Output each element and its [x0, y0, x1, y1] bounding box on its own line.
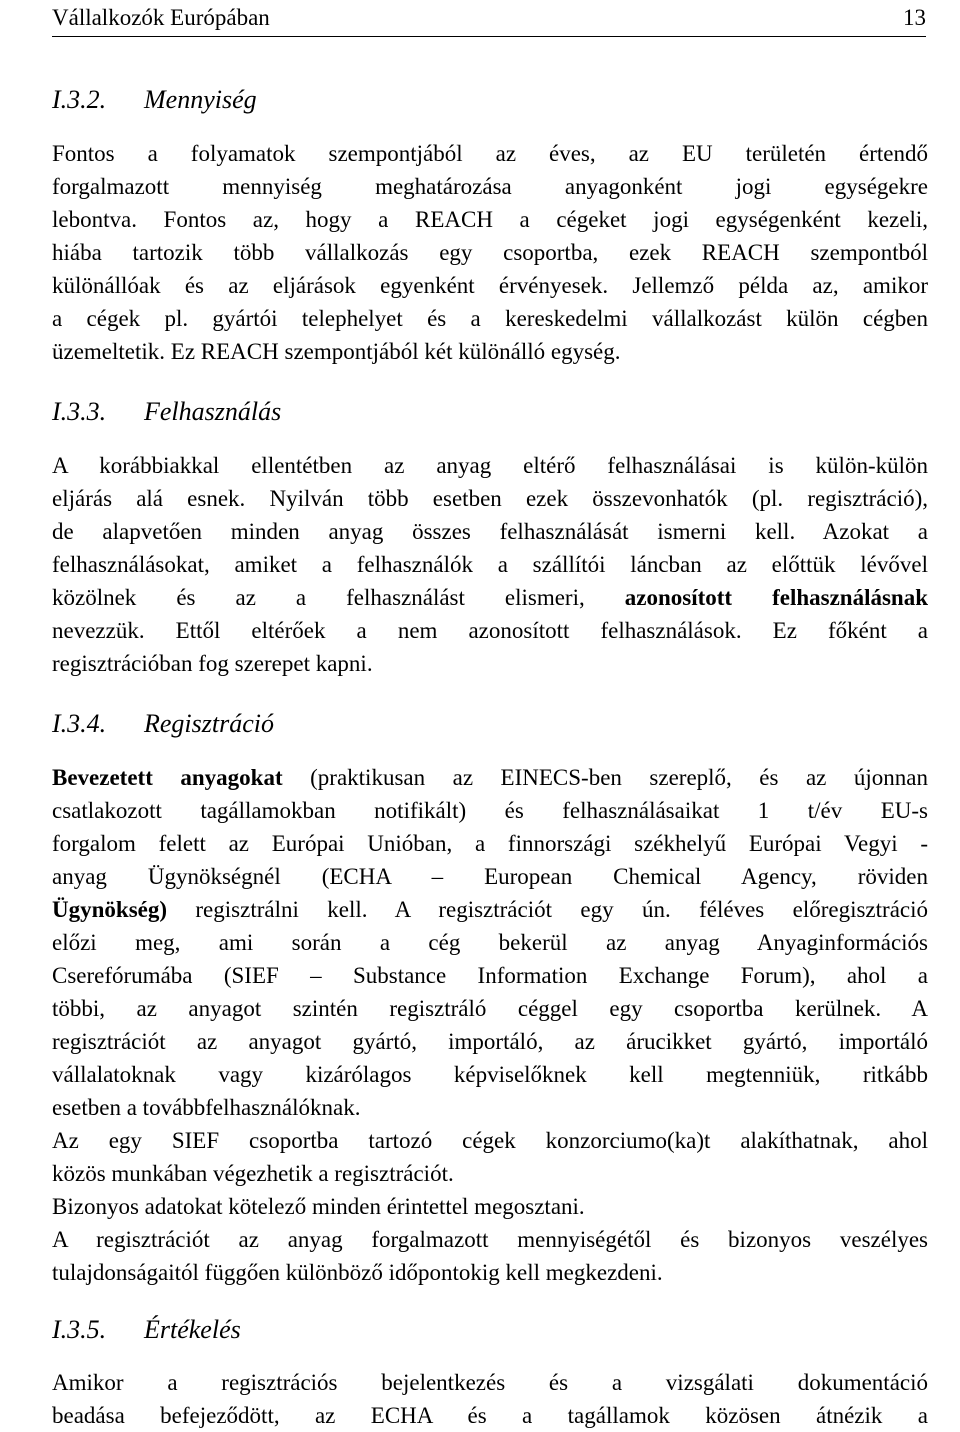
text-line: csatlakozott tagállamokban notifikált) és felhasználásaikat 1 t/év EU-s	[52, 798, 928, 823]
text-line: regisztrációban fog szerepet kapni.	[52, 651, 373, 676]
text-line: eljárás alá esnek. Nyilván több esetben ezek összevonhatók (pl. regisztráció),	[52, 486, 928, 511]
section-title: Felhasználás	[144, 397, 282, 426]
text-line: különállóak és az eljárások egyenként érvényesek. Jellemző példa az, amikor	[52, 273, 928, 298]
text-line: esetben a továbbfelhasználóknak.	[52, 1095, 361, 1120]
text-run: közölnek és az a felhasználást elismeri,	[52, 585, 585, 610]
section-heading-regisztracio	[52, 709, 274, 739]
text-line: többi, az anyagot szintén regisztráló céggel egy csoportba kerülnek. A	[52, 996, 928, 1021]
bold-term: Ügynökség)	[52, 897, 168, 922]
text-line: Bizonyos adatokat kötelező minden érintettel megosztani.	[52, 1194, 585, 1219]
header-title: Vállalkozók Európában	[52, 5, 270, 30]
text-line: Az egy SIEF csoportba tartozó cégek konzorciumo(ka)t alakíthatnak, ahol	[52, 1128, 928, 1153]
paragraph-felhasznalas	[52, 449, 928, 680]
section-title: Mennyiség	[144, 85, 257, 114]
section-number: I.3.2.	[52, 85, 107, 114]
text-line: de alapvetően minden anyag összes felhasználását ismerni kell. Azokat a	[52, 519, 928, 544]
text-line: A korábbiakkal ellentétben az anyag eltérő felhasználásai is külön-külön	[52, 453, 928, 478]
text-line: anyag Ügynökségnél (ECHA – European Chemical Agency, röviden	[52, 864, 928, 889]
text-line: hiába tartozik több vállalkozás egy csoportba, ezek REACH szempontból	[52, 240, 928, 265]
section-number: I.3.5.	[52, 1315, 107, 1344]
text-line: forgalom felett az Európai Unióban, a finnországi székhelyű Európai Vegyi -	[52, 831, 928, 856]
text-line: Amikor a regisztrációs bejelentkezés és a vizsgálati dokumentáció	[52, 1370, 928, 1395]
page-number: 13	[903, 5, 926, 30]
text-line: lebontva. Fontos az, hogy a REACH a cégeket jogi egységenként kezeli,	[52, 207, 928, 232]
text-line	[52, 893, 928, 926]
text-line: közös munkában végezhetik a regisztrációt.	[52, 1161, 454, 1186]
text-line	[52, 581, 928, 614]
text-line: forgalmazott mennyiség meghatározása anyagonként jogi egységekre	[52, 174, 928, 199]
text-line: vállalatoknak vagy kizárólagos képviselőknek kell megtenniük, ritkább	[52, 1062, 928, 1087]
text-line: beadása befejeződött, az ECHA és a tagállamok közösen átnézik a	[52, 1403, 928, 1428]
paragraph-mennyiseg	[52, 137, 928, 368]
text-line: tulajdonságaitól függően különböző időpontokig kell megkezdeni.	[52, 1260, 663, 1285]
text-line: A regisztrációt az anyag forgalmazott mennyiségétől és bizonyos veszélyes	[52, 1227, 928, 1252]
text-run: regisztrálni kell. A regisztrációt egy ún. féléves előregisztráció	[167, 897, 928, 922]
section-heading-felhasznalas	[52, 397, 281, 427]
text-line: a cégek pl. gyártói telephelyet és a kereskedelmi vállalkozást külön cégben	[52, 306, 928, 331]
text-line: üzemeltetik. Ez REACH szempontjából két különálló egység.	[52, 339, 621, 364]
text-line: regisztrációt az anyagot gyártó, importáló, az árucikket gyártó, importáló	[52, 1029, 928, 1054]
section-number: I.3.3.	[52, 397, 107, 426]
text-line: előzi meg, ami során a cég bekerül az anyag Anyaginformációs	[52, 930, 928, 955]
bold-term: Bevezetett anyagokat	[52, 765, 283, 790]
text-line: Cserefórumába (SIEF – Substance Information Exchange Forum), ahol a	[52, 963, 928, 988]
section-heading-mennyiseg	[52, 85, 257, 115]
paragraph-ertekeles	[52, 1366, 928, 1432]
page-header	[52, 0, 926, 37]
section-heading-ertekeles	[52, 1315, 241, 1345]
text-line: Fontos a folyamatok szempontjából az éves, az EU területén értendő	[52, 141, 928, 166]
section-number: I.3.4.	[52, 709, 107, 738]
text-line: felhasználásokat, amiket a felhasználók a szállítói láncban az előttük lévővel	[52, 552, 928, 577]
bold-term: azonosított felhasználásnak	[624, 585, 929, 610]
section-title: Regisztráció	[144, 709, 274, 738]
text-run: (praktikusan az EINECS-ben szereplő, és az újonnan	[282, 765, 928, 790]
text-line: nevezzük. Ettől eltérőek a nem azonosított felhasználások. Ez főként a	[52, 618, 928, 643]
paragraph-regisztracio	[52, 761, 928, 1289]
text-line	[52, 761, 928, 794]
section-title: Értékelés	[144, 1315, 241, 1344]
